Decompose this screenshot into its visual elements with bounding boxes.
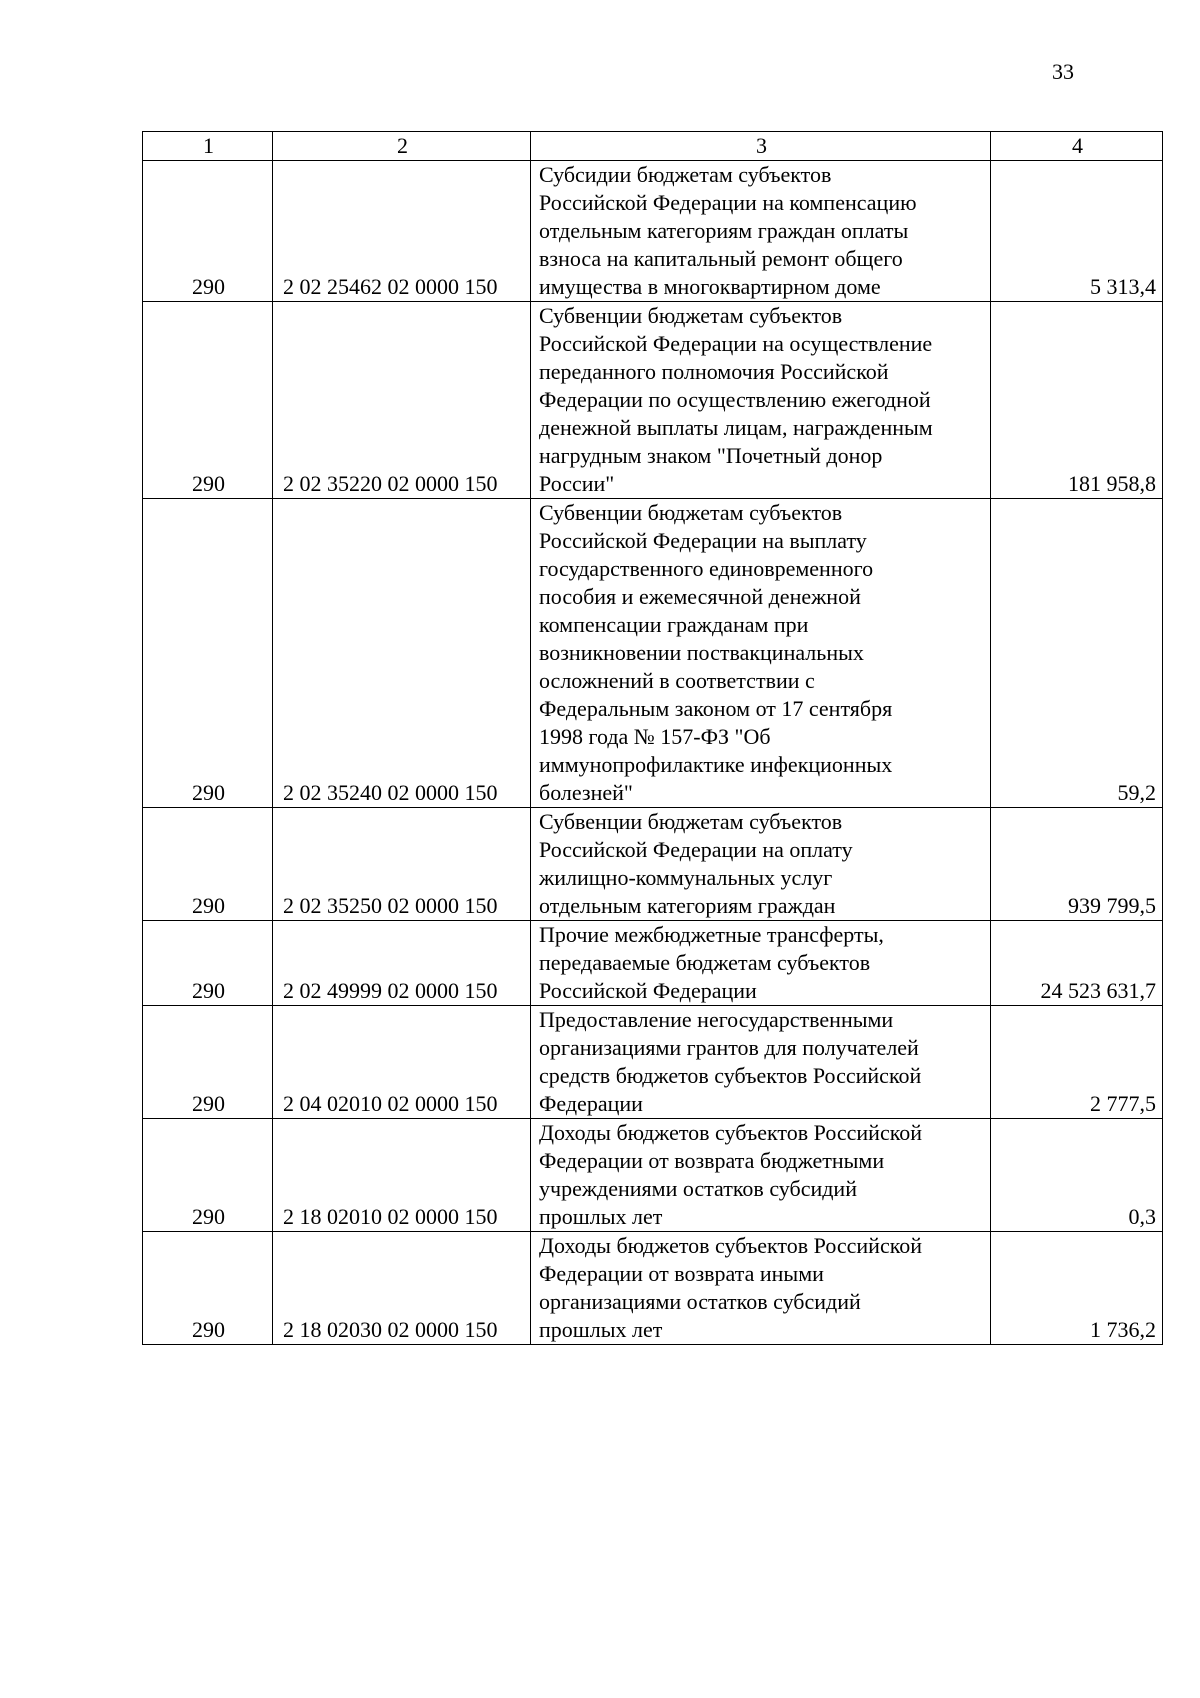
table-row xyxy=(143,1006,1163,1119)
amount-cell: 1 736,2 xyxy=(991,1232,1163,1345)
description-line: Доходы бюджетов субъектов Российской xyxy=(539,1120,923,1145)
description-line: Субвенции бюджетам субъектов xyxy=(539,500,843,525)
description-line: Федерации от возврата иными xyxy=(539,1261,824,1286)
description-line: организациями остатков субсидий xyxy=(539,1289,861,1314)
description-line: 1998 года № 157-ФЗ "Об xyxy=(539,724,771,749)
table-row xyxy=(143,302,1163,499)
description-line: нагрудным знаком "Почетный донор xyxy=(539,443,883,468)
description-line: средств бюджетов субъектов Российской xyxy=(539,1063,922,1088)
description-line: Российской Федерации на выплату xyxy=(539,528,867,553)
revenue-code-cell: 2 02 35220 02 0000 150 xyxy=(273,302,531,499)
description-line: болезней" xyxy=(539,780,633,805)
description-line: отдельным категориям граждан xyxy=(539,893,836,918)
admin-code-cell: 290 xyxy=(143,161,273,302)
description-line: государственного единовременного xyxy=(539,556,874,581)
description-line: Субсидии бюджетам субъектов xyxy=(539,162,832,187)
revenue-code-cell: 2 02 25462 02 0000 150 xyxy=(273,161,531,302)
description-cell xyxy=(531,808,991,921)
admin-code-cell: 290 xyxy=(143,1119,273,1232)
revenue-code-cell: 2 18 02010 02 0000 150 xyxy=(273,1119,531,1232)
description-line: Доходы бюджетов субъектов Российской xyxy=(539,1233,923,1258)
amount-cell: 5 313,4 xyxy=(991,161,1163,302)
description-line: Федерации xyxy=(539,1091,643,1116)
description-line: организациями грантов для получателей xyxy=(539,1035,919,1060)
table-row xyxy=(143,808,1163,921)
description-line: Субвенции бюджетам субъектов xyxy=(539,809,843,834)
description-line: Российской Федерации xyxy=(539,978,757,1003)
revenue-code-cell: 2 02 35240 02 0000 150 xyxy=(273,499,531,808)
description-line: Субвенции бюджетам субъектов xyxy=(539,303,843,328)
table-row xyxy=(143,921,1163,1006)
description-line: переданного полномочия Российской xyxy=(539,359,889,384)
description-line: имущества в многоквартирном доме xyxy=(539,274,881,299)
description-line: Федерации по осуществлению ежегодной xyxy=(539,387,931,412)
description-line: Российской Федерации на осуществление xyxy=(539,331,933,356)
budget-revenue-table xyxy=(142,131,1163,1345)
description-line: жилищно-коммунальных услуг xyxy=(539,865,833,890)
description-cell xyxy=(531,302,991,499)
revenue-code-cell: 2 18 02030 02 0000 150 xyxy=(273,1232,531,1345)
description-line: учреждениями остатков субсидий xyxy=(539,1176,857,1201)
description-cell xyxy=(531,1006,991,1119)
revenue-code-cell: 2 04 02010 02 0000 150 xyxy=(273,1006,531,1119)
amount-cell: 24 523 631,7 xyxy=(991,921,1163,1006)
description-line: Российской Федерации на компенсацию xyxy=(539,190,917,215)
description-cell xyxy=(531,499,991,808)
description-line: отдельным категориям граждан оплаты xyxy=(539,218,909,243)
page-number: 33 xyxy=(1052,59,1074,84)
description-line: передаваемые бюджетам субъектов xyxy=(539,950,871,975)
amount-cell: 939 799,5 xyxy=(991,808,1163,921)
admin-code-cell: 290 xyxy=(143,499,273,808)
description-line: Прочие межбюджетные трансферты, xyxy=(539,922,884,947)
description-line: осложнений в соответствии с xyxy=(539,668,815,693)
table-row xyxy=(143,1232,1163,1345)
column-header-1: 1 xyxy=(143,132,273,161)
description-cell xyxy=(531,1119,991,1232)
description-line: взноса на капитальный ремонт общего xyxy=(539,246,903,271)
column-header-2: 2 xyxy=(273,132,531,161)
amount-cell: 2 777,5 xyxy=(991,1006,1163,1119)
description-cell xyxy=(531,1232,991,1345)
description-line: иммунопрофилактике инфекционных xyxy=(539,752,893,777)
column-header-3: 3 xyxy=(531,132,991,161)
table-row xyxy=(143,499,1163,808)
revenue-code-cell: 2 02 49999 02 0000 150 xyxy=(273,921,531,1006)
description-line: Российской Федерации на оплату xyxy=(539,837,853,862)
admin-code-cell: 290 xyxy=(143,808,273,921)
description-line: компенсации гражданам при xyxy=(539,612,809,637)
description-cell xyxy=(531,921,991,1006)
description-line: возникновении поствакцинальных xyxy=(539,640,864,665)
table-body xyxy=(143,161,1163,1345)
revenue-code-cell: 2 02 35250 02 0000 150 xyxy=(273,808,531,921)
description-line: пособия и ежемесячной денежной xyxy=(539,584,861,609)
table-row xyxy=(143,1119,1163,1232)
description-line: России" xyxy=(539,471,615,496)
amount-cell: 59,2 xyxy=(991,499,1163,808)
table-header-row xyxy=(143,132,1163,161)
table-row xyxy=(143,161,1163,302)
admin-code-cell: 290 xyxy=(143,1006,273,1119)
description-cell xyxy=(531,161,991,302)
column-header-4: 4 xyxy=(991,132,1163,161)
description-line: Предоставление негосударственными xyxy=(539,1007,894,1032)
description-line: прошлых лет xyxy=(539,1204,663,1229)
admin-code-cell: 290 xyxy=(143,1232,273,1345)
admin-code-cell: 290 xyxy=(143,921,273,1006)
description-line: денежной выплаты лицам, награжденным xyxy=(539,415,933,440)
description-line: Федерации от возврата бюджетными xyxy=(539,1148,885,1173)
description-line: прошлых лет xyxy=(539,1317,663,1342)
admin-code-cell: 290 xyxy=(143,302,273,499)
amount-cell: 0,3 xyxy=(991,1119,1163,1232)
amount-cell: 181 958,8 xyxy=(991,302,1163,499)
description-line: Федеральным законом от 17 сентября xyxy=(539,696,893,721)
